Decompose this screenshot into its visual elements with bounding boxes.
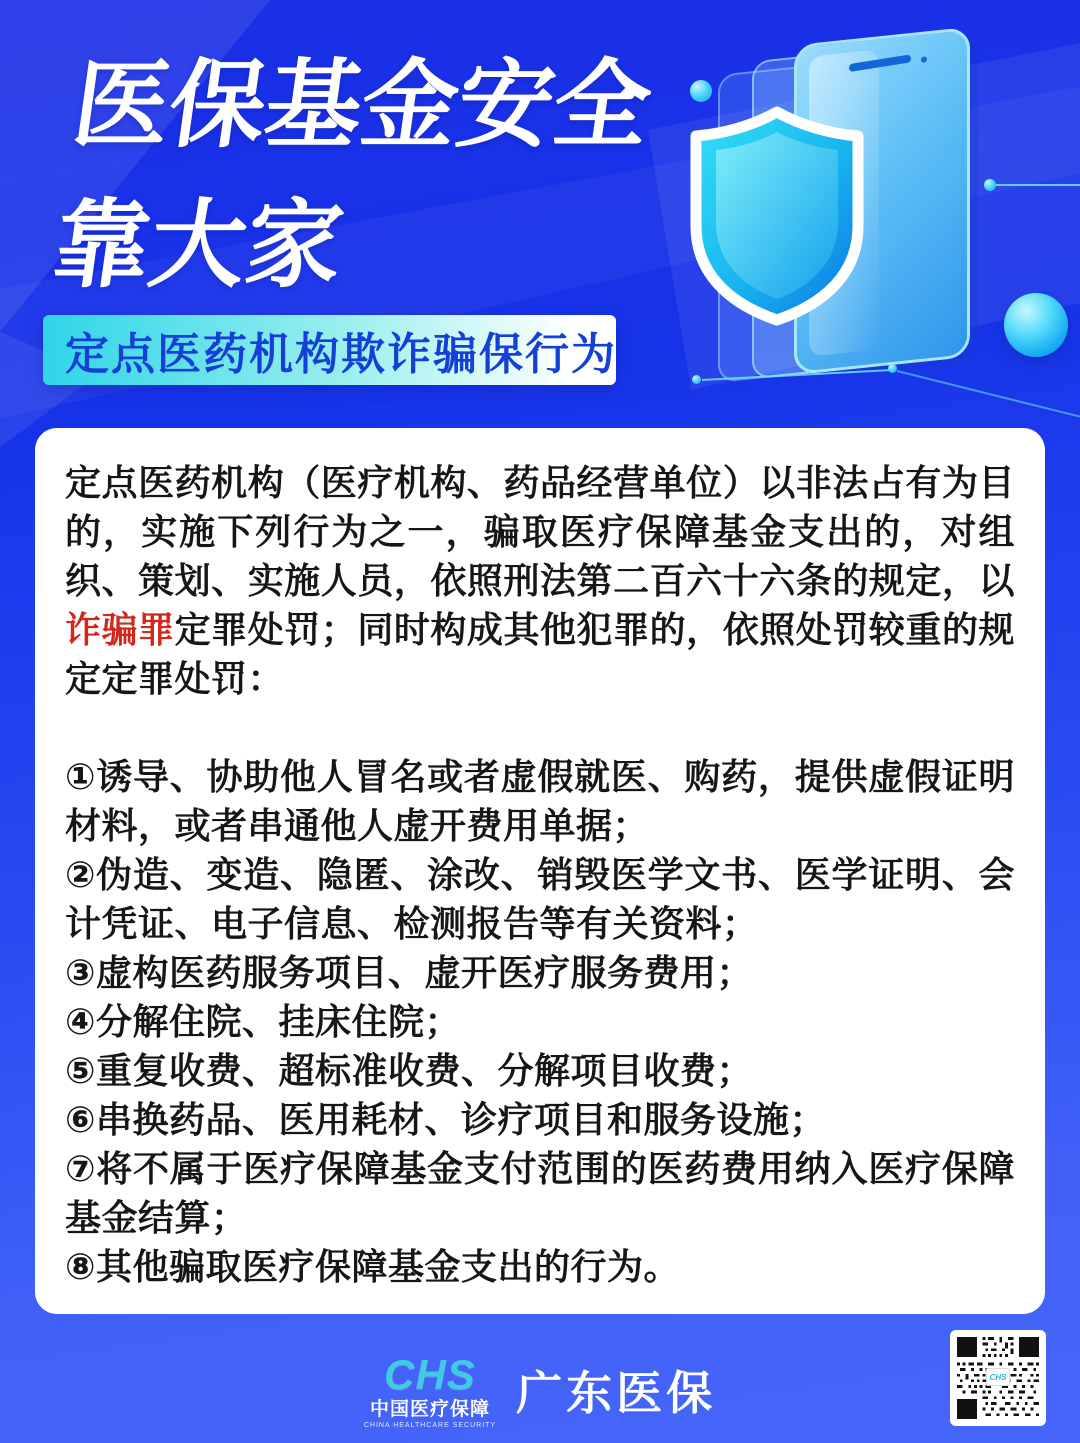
subtitle-banner-text: 定点医药机构欺诈骗保行为 [65, 330, 617, 379]
intro-paragraph [65, 458, 1015, 703]
title-line-1: 医保基金安全 [66, 52, 658, 159]
decor-dot-icon [690, 80, 712, 102]
sphere-icon [1004, 293, 1068, 357]
list-item: ④分解住院、挂床住院； [65, 1001, 461, 1042]
page-title [44, 36, 659, 316]
chs-logo-cn-label: 中国医疗保障 [369, 1399, 490, 1420]
list-item: ⑤重复收费、超标准收费、分解项目收费； [65, 1050, 753, 1091]
qr-center-chs-logo: CHS [986, 1368, 1010, 1386]
subtitle-banner [43, 315, 616, 385]
list-item: ⑧其他骗取医疗保障基金支出的行为。 [65, 1246, 680, 1287]
content-card [35, 428, 1045, 1314]
list-item: ⑥串换药品、医用耗材、诊疗项目和服务设施； [65, 1099, 826, 1140]
list-item: ①诱导、协助他人冒名或者虚假就医、购药，提供虚假证明材料，或者串通他人虚开费用单据； [65, 756, 1015, 846]
shield-icon [682, 106, 872, 326]
list-item: ⑦将不属于医疗保障基金支付范围的医药费用纳入医疗保障基金结算； [65, 1148, 1015, 1238]
footer [0, 1336, 1080, 1443]
intro-highlight-red: 诈骗罪 [65, 609, 175, 650]
decor-dot-icon [984, 179, 996, 191]
intro-text-part2: 定罪处罚；同时构成其他犯罪的，依照处罚较重的规定定罪处罚： [65, 609, 1015, 699]
phone-camera-dot [921, 56, 927, 63]
brand-name: 广东医保 [516, 1366, 717, 1419]
intro-text-part1: 定点医药机构（医疗机构、药品经营单位）以非法占有为目的，实施下列行为之一，骗取医疗保障基金支出的，对组织、策划、实施人员，依照刑法第二百六十六条的规定，以 [65, 462, 1015, 601]
chs-logo [363, 1351, 497, 1429]
list-item: ②伪造、变造、隐匿、涂改、销毁医学文书、医学证明、会计凭证、电子信息、检测报告等有关资料； [65, 854, 1015, 944]
list-item: ③虚构医药服务项目、虚开医疗服务费用； [65, 952, 753, 993]
chs-logo-acronym: CHS [384, 1351, 476, 1398]
qr-code-icon [950, 1330, 1046, 1426]
decor-dot-icon [692, 375, 701, 384]
phone-shield-illustration [690, 18, 1080, 428]
decor-line [994, 184, 1080, 186]
title-line-2: 靠大家 [46, 192, 350, 299]
chs-logo-en-label: CHINA HEALTHCARE SECURITY [363, 1422, 497, 1429]
